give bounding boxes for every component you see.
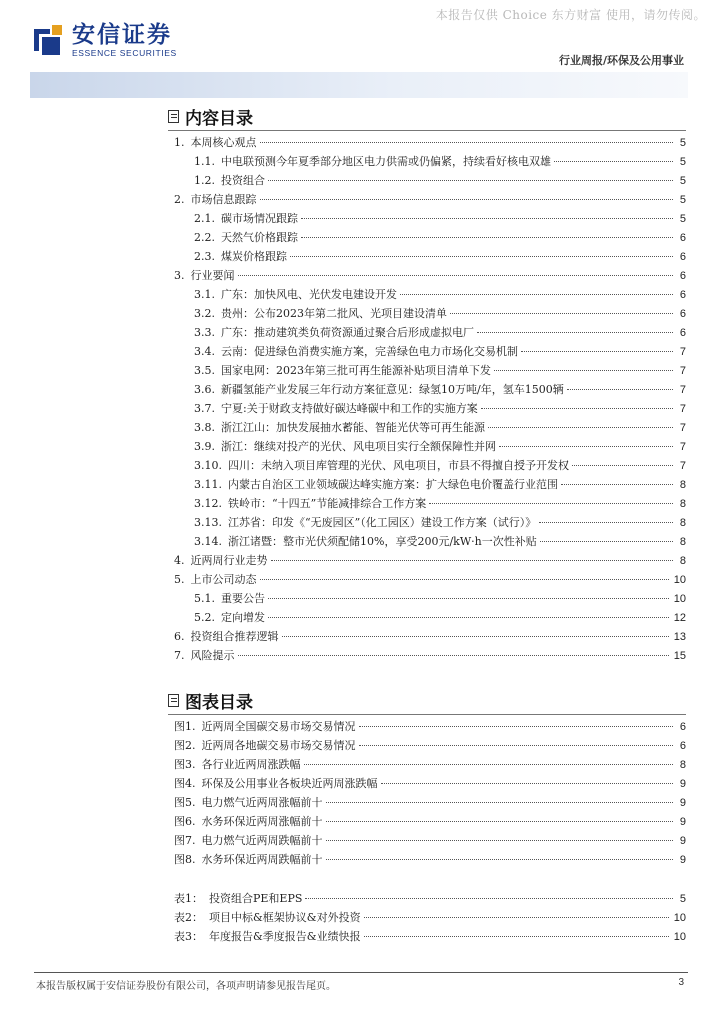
- dot-leader: [238, 655, 670, 656]
- toc-text: 新疆氢能产业发展三年行动方案征意见：绿氢10万吨/年，氢车1500辆: [221, 383, 564, 396]
- brand-name-cn: 安信证券: [72, 22, 172, 48]
- toc-text: 重要公告: [221, 592, 265, 605]
- toc-entry[interactable]: [168, 608, 686, 627]
- toc-entry[interactable]: [168, 133, 686, 152]
- toc-text: 铁岭市：“十四五”节能减排综合工作方案: [228, 497, 427, 510]
- brand-name-en: ESSENCE SECURITIES: [72, 48, 177, 58]
- dot-leader: [282, 636, 670, 637]
- dot-leader: [499, 446, 673, 447]
- tables-list: [168, 889, 686, 946]
- toc-number: 5.2.: [194, 611, 215, 624]
- figure-entry[interactable]: [168, 774, 686, 793]
- toc-number: 3.13.: [194, 516, 222, 529]
- toc-number: 3.5.: [194, 364, 215, 377]
- figure-page: 9: [679, 854, 686, 866]
- figure-text: 水务环保近两周跌幅前十: [201, 853, 323, 866]
- toc-number: 3.8.: [194, 421, 215, 434]
- dot-leader: [521, 351, 673, 352]
- toc-number: 7.: [174, 649, 185, 662]
- toc-number: 2.1.: [194, 212, 215, 225]
- figure-number: 图1.: [174, 720, 196, 733]
- dot-leader: [494, 370, 673, 371]
- dot-leader: [540, 541, 673, 542]
- figure-page: 6: [679, 740, 686, 752]
- toc-number: 1.: [174, 136, 185, 149]
- table-entry[interactable]: [168, 889, 686, 908]
- figure-entry[interactable]: [168, 850, 686, 869]
- tables-section: [168, 889, 686, 946]
- toc-page: 8: [679, 498, 686, 510]
- figure-page: 8: [679, 759, 686, 771]
- toc-entry[interactable]: [168, 266, 686, 285]
- toc-page: 5: [679, 213, 686, 225]
- toc-entry[interactable]: [168, 380, 686, 399]
- table-text: 投资组合PE和EPS: [209, 892, 303, 905]
- toc-entry[interactable]: [168, 399, 686, 418]
- dot-leader: [304, 764, 674, 765]
- dot-leader: [268, 598, 669, 599]
- figures-title-text: 图表目录: [185, 692, 253, 713]
- figure-page: 9: [679, 778, 686, 790]
- toc-number: 1.1.: [194, 155, 215, 168]
- figure-entry[interactable]: [168, 793, 686, 812]
- toc-entry[interactable]: [168, 494, 686, 513]
- figures-rule: [168, 714, 686, 715]
- toc-entry[interactable]: [168, 532, 686, 551]
- toc-number: 2.2.: [194, 231, 215, 244]
- dot-leader: [364, 917, 669, 918]
- toc-page: 8: [679, 479, 686, 491]
- dot-leader: [539, 522, 673, 523]
- toc-text: 投资组合推荐逻辑: [190, 630, 279, 643]
- toc-number: 3.12.: [194, 497, 222, 510]
- dot-leader: [326, 821, 674, 822]
- figure-number: 图3.: [174, 758, 196, 771]
- toc-text: 贵州：公布2023年第二批风、光项目建设清单: [221, 307, 447, 320]
- toc-entry[interactable]: [168, 513, 686, 532]
- toc-text: 天然气价格跟踪: [221, 231, 298, 244]
- toc-text: 江苏省：印发《“无废园区”（化工园区）建设工作方案（试行）》: [228, 516, 537, 529]
- dot-leader: [561, 484, 673, 485]
- dot-leader: [301, 218, 673, 219]
- toc-number: 3.14.: [194, 535, 222, 548]
- toc-page: 12: [673, 612, 686, 624]
- dot-leader: [260, 579, 670, 580]
- toc-entry[interactable]: [168, 304, 686, 323]
- figure-entry[interactable]: [168, 736, 686, 755]
- toc-entry[interactable]: [168, 342, 686, 361]
- dot-leader: [326, 859, 674, 860]
- toc-page: 8: [679, 517, 686, 529]
- toc-page: 10: [673, 574, 686, 586]
- table-entry[interactable]: [168, 927, 686, 946]
- toc-text: 宁夏:关于财政支持做好碳达峰碳中和工作的实施方案: [221, 402, 478, 415]
- figures-list: [168, 717, 686, 869]
- toc-entry[interactable]: [168, 475, 686, 494]
- dot-leader: [326, 840, 674, 841]
- figure-text: 水务环保近两周涨幅前十: [201, 815, 323, 828]
- toc-page: 7: [679, 346, 686, 358]
- figure-number: 图5.: [174, 796, 196, 809]
- toc-text: 四川：未纳入项目库管理的光伏、风电项目，市县不得擅自授予开发权: [228, 459, 569, 472]
- table-number: 表1：: [174, 892, 203, 905]
- dot-leader: [359, 745, 674, 746]
- table-text: 年度报告&季度报告&业绩快报: [209, 930, 361, 943]
- toc-page: 5: [679, 175, 686, 187]
- toc-entry[interactable]: [168, 551, 686, 570]
- dot-leader: [429, 503, 673, 504]
- figure-page: 9: [679, 797, 686, 809]
- figure-text: 近两周全国碳交易市场交易情况: [201, 720, 356, 733]
- toc-page: 5: [679, 156, 686, 168]
- toc-page: 7: [679, 422, 686, 434]
- toc-number: 3.9.: [194, 440, 215, 453]
- toc-page: 7: [679, 365, 686, 377]
- dot-leader: [260, 142, 674, 143]
- toc-entry[interactable]: [168, 437, 686, 456]
- table-text: 项目中标&框架协议&对外投资: [209, 911, 361, 924]
- figure-text: 环保及公用事业各板块近两周涨跌幅: [201, 777, 378, 790]
- toc-entry[interactable]: [168, 361, 686, 380]
- dot-leader: [567, 389, 673, 390]
- dot-leader: [400, 294, 673, 295]
- toc-page: 6: [679, 270, 686, 282]
- toc-entry[interactable]: [168, 171, 686, 190]
- toc-page: 7: [679, 441, 686, 453]
- toc-section: [168, 104, 686, 665]
- toc-text: 广东：加快风电、光伏发电建设开发: [221, 288, 397, 301]
- figure-number: 图6.: [174, 815, 196, 828]
- toc-entry[interactable]: [168, 228, 686, 247]
- figures-section: [168, 688, 686, 869]
- figure-text: 各行业近两周涨跌幅: [201, 758, 301, 771]
- footer-page-number: 3: [678, 977, 684, 988]
- dot-leader: [301, 237, 673, 238]
- figures-title: [168, 688, 686, 712]
- toc-page: 10: [673, 593, 686, 605]
- toc-number: 6.: [174, 630, 185, 643]
- toc-number: 2.3.: [194, 250, 215, 263]
- dot-leader: [481, 408, 673, 409]
- toc-entry[interactable]: [168, 323, 686, 342]
- toc-number: 3.4.: [194, 345, 215, 358]
- figure-text: 电力燃气近两周跌幅前十: [201, 834, 323, 847]
- toc-number: 3.: [174, 269, 185, 282]
- figure-text: 近两周各地碳交易市场交易情况: [201, 739, 356, 752]
- report-category: 行业周报/环保及公用事业: [558, 54, 684, 67]
- toc-number: 5.: [174, 573, 185, 586]
- toc-page: 8: [679, 555, 686, 567]
- watermark: 本报告仅供 Choice 东方财富 使用，请勿传阅。: [435, 8, 706, 22]
- table-number: 表3：: [174, 930, 203, 943]
- dot-leader: [238, 275, 674, 276]
- toc-page: 7: [679, 460, 686, 472]
- toc-number: 3.2.: [194, 307, 215, 320]
- footer-rule: [34, 972, 688, 973]
- footer-disclaimer: 本报告版权属于安信证券股份有限公司，各项声明请参见报告尾页。: [36, 981, 336, 992]
- toc-page: 6: [679, 251, 686, 263]
- dot-leader: [359, 726, 674, 727]
- dot-leader: [477, 332, 673, 333]
- figure-entry[interactable]: [168, 755, 686, 774]
- header-band: [30, 72, 688, 98]
- toc-page: 7: [679, 403, 686, 415]
- toc-number: 3.11.: [194, 478, 222, 491]
- toc-text: 市场信息跟踪: [190, 193, 257, 206]
- dot-leader: [260, 199, 674, 200]
- toc-text: 云南：促进绿色消费实施方案，完善绿色电力市场化交易机制: [221, 345, 518, 358]
- figure-page: 9: [679, 816, 686, 828]
- dot-leader: [290, 256, 673, 257]
- dot-leader: [381, 783, 674, 784]
- toc-entry[interactable]: [168, 152, 686, 171]
- toc-entry[interactable]: [168, 456, 686, 475]
- toc-text: 广东：推动建筑类负荷资源通过聚合后形成虚拟电厂: [221, 326, 474, 339]
- toc-number: 3.6.: [194, 383, 215, 396]
- figure-text: 电力燃气近两周涨幅前十: [201, 796, 323, 809]
- toc-page: 6: [679, 327, 686, 339]
- toc-title-text: 内容目录: [185, 108, 253, 129]
- table-entry[interactable]: [168, 908, 686, 927]
- toc-entry[interactable]: [168, 285, 686, 304]
- dot-leader: [450, 313, 673, 314]
- toc-entry[interactable]: [168, 247, 686, 266]
- figure-number: 图4.: [174, 777, 196, 790]
- toc-text: 近两周行业走势: [190, 554, 268, 567]
- toc-entry[interactable]: [168, 209, 686, 228]
- toc-text: 定向增发: [221, 611, 265, 624]
- toc-rule: [168, 130, 686, 131]
- toc-page: 15: [673, 650, 686, 662]
- document-icon: [168, 110, 179, 123]
- toc-number: 1.2.: [194, 174, 215, 187]
- toc-page: 5: [679, 137, 686, 149]
- figure-number: 图2.: [174, 739, 196, 752]
- table-page: 10: [673, 931, 686, 943]
- brand-logo: [30, 22, 177, 58]
- document-icon: [168, 694, 179, 707]
- toc-text: 内蒙古自治区工业领域碳达峰实施方案：扩大绿色电价覆盖行业范围: [228, 478, 558, 491]
- toc-page: 5: [679, 194, 686, 206]
- dot-leader: [572, 465, 673, 466]
- toc-text: 行业要闻: [190, 269, 235, 282]
- toc-entry[interactable]: [168, 627, 686, 646]
- toc-text: 国家电网：2023年第三批可再生能源补贴项目清单下发: [221, 364, 491, 377]
- figure-number: 图7.: [174, 834, 196, 847]
- toc-text: 上市公司动态: [190, 573, 257, 586]
- figure-number: 图8.: [174, 853, 196, 866]
- dot-leader: [554, 161, 673, 162]
- toc-number: 3.10.: [194, 459, 222, 472]
- table-page: 10: [673, 912, 686, 924]
- toc-entry[interactable]: [168, 646, 686, 665]
- toc-number: 5.1.: [194, 592, 215, 605]
- toc-entry[interactable]: [168, 589, 686, 608]
- figure-entry[interactable]: [168, 717, 686, 736]
- table-number: 表2：: [174, 911, 203, 924]
- toc-text: 本周核心观点: [190, 136, 257, 149]
- toc-page: 6: [679, 232, 686, 244]
- figure-entry[interactable]: [168, 812, 686, 831]
- toc-text: 浙江：继续对投产的光伏、风电项目实行全额保障性并网: [221, 440, 496, 453]
- toc-entry[interactable]: [168, 418, 686, 437]
- toc-entry[interactable]: [168, 570, 686, 589]
- toc-text: 煤炭价格跟踪: [221, 250, 287, 263]
- toc-text: 投资组合: [221, 174, 265, 187]
- figure-page: 6: [679, 721, 686, 733]
- toc-page: 7: [679, 384, 686, 396]
- toc-number: 4.: [174, 554, 185, 567]
- toc-number: 3.3.: [194, 326, 215, 339]
- dot-leader: [364, 936, 669, 937]
- toc-page: 6: [679, 289, 686, 301]
- figure-page: 9: [679, 835, 686, 847]
- toc-text: 碳市场情况跟踪: [221, 212, 298, 225]
- dot-leader: [271, 560, 674, 561]
- table-page: 5: [679, 893, 686, 905]
- toc-text: 中电联预测今年夏季部分地区电力供需或仍偏紧，持续看好核电双雄: [221, 155, 551, 168]
- dot-leader: [268, 617, 669, 618]
- toc-number: 3.7.: [194, 402, 215, 415]
- toc-text: 风险提示: [190, 649, 235, 662]
- toc-page: 13: [673, 631, 686, 643]
- toc-number: 2.: [174, 193, 185, 206]
- dot-leader: [268, 180, 673, 181]
- dot-leader: [305, 898, 673, 899]
- figure-entry[interactable]: [168, 831, 686, 850]
- toc-title: [168, 104, 686, 128]
- toc-entry[interactable]: [168, 190, 686, 209]
- toc-page: 6: [679, 308, 686, 320]
- toc-text: 浙江诸暨：整市光伏须配储10%，享受200元/kW·h一次性补贴: [228, 535, 537, 548]
- dot-leader: [326, 802, 674, 803]
- toc-text: 浙江江山：加快发展抽水蓄能、智能光伏等可再生能源: [221, 421, 485, 434]
- toc-number: 3.1.: [194, 288, 215, 301]
- dot-leader: [488, 427, 673, 428]
- toc-page: 8: [679, 536, 686, 548]
- toc-list: [168, 133, 686, 665]
- brand-logo-icon: [30, 23, 64, 57]
